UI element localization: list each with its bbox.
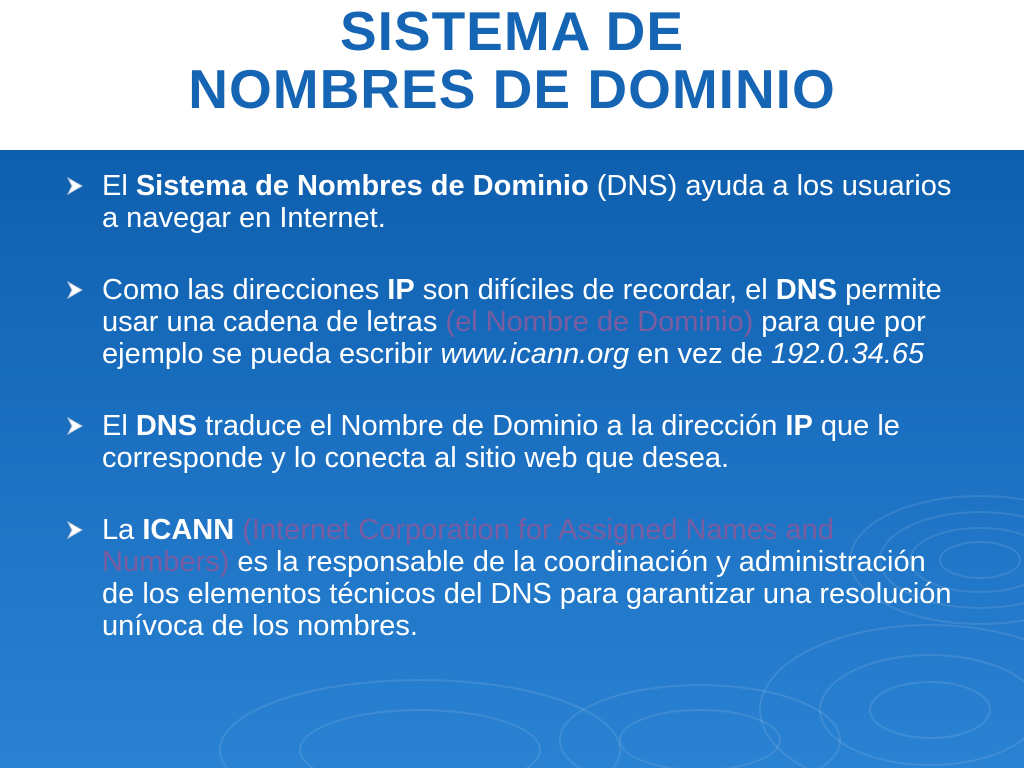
- title-line-1: SISTEMA DE: [339, 0, 685, 62]
- arrow-bullet-icon: [66, 177, 84, 195]
- bullet-text-segment: Sistema de Nombres de Dominio: [135, 170, 589, 202]
- bullet-text-segment: es la responsable de la coordinación y administración de los elementos técnicos del DNS para garantizar una resolución unívoca de los nombres.: [102, 546, 952, 642]
- bullet-text-segment: Como las direcciones: [102, 274, 388, 306]
- bullet-text-segment: en vez de: [629, 338, 771, 370]
- bullet-text-segment: para que por ejemplo se pueda escribir: [102, 306, 926, 370]
- bullet-text-segment: 192.0.34.65: [770, 338, 925, 370]
- bullet-item: [64, 410, 964, 474]
- bullet-item: [64, 514, 964, 642]
- slide-title: [0, 0, 1024, 118]
- title-area: [0, 0, 1024, 150]
- bullet-item: [64, 170, 964, 234]
- bullet-text-segment: (Internet Corporation for Assigned Names and Numbers): [102, 514, 834, 578]
- bullet-text-segment: El: [102, 410, 136, 442]
- title-line-2: NOMBRES DE DOMINIO: [188, 58, 836, 120]
- bullet-text-segment: traduce el Nombre de Dominio a la dirección: [197, 410, 786, 442]
- bullet-item: [64, 274, 964, 370]
- content-area: [0, 150, 1024, 768]
- bullet-text-segment: son difíciles de recordar, el: [414, 274, 776, 306]
- bullet-text-segment: ICANN: [142, 514, 235, 546]
- bullet-text-segment: www.icann.org: [440, 338, 630, 370]
- bullet-text-segment: DNS: [135, 410, 198, 442]
- bullet-text-segment: que le corresponde y lo conecta al sitio web que desea.: [102, 410, 900, 474]
- bullet-text-segment: DNS: [775, 274, 838, 306]
- arrow-bullet-icon: [66, 417, 84, 435]
- bullet-text-segment: permite usar una cadena de letras: [102, 274, 942, 338]
- arrow-bullet-icon: [66, 521, 84, 539]
- bullet-list: [64, 170, 964, 642]
- bullet-text-segment: El: [102, 170, 136, 202]
- bullet-text-segment: IP: [387, 274, 415, 306]
- arrow-bullet-icon: [66, 281, 84, 299]
- bullet-text-segment: La: [102, 514, 143, 546]
- bullet-text-segment: (el Nombre de Dominio): [445, 306, 754, 338]
- bullet-text-segment: (DNS) ayuda a los usuarios a navegar en Internet.: [102, 170, 952, 234]
- bullet-text-segment: IP: [785, 410, 813, 442]
